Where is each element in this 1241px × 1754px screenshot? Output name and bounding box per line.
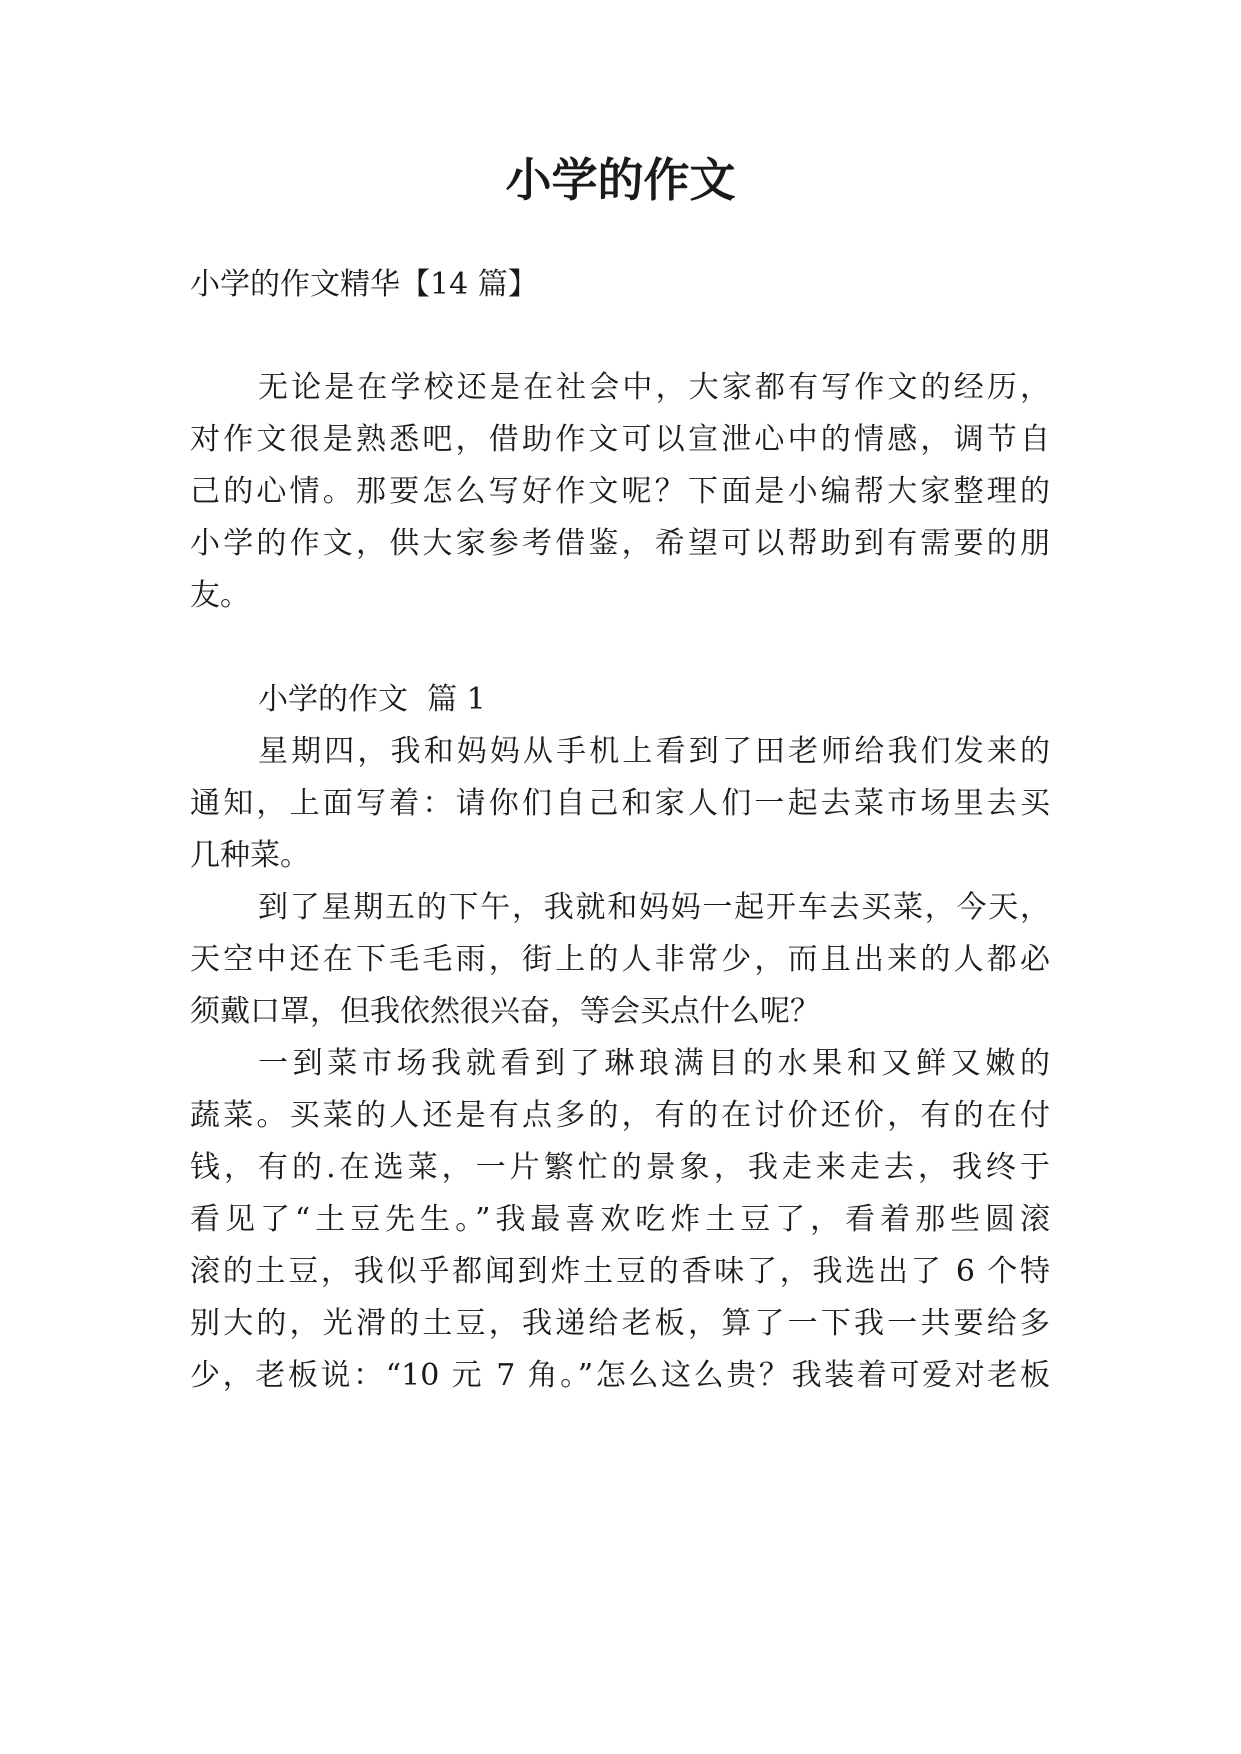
paragraph-line: 看见了“土豆先生。”我最喜欢吃炸土豆了，看着那些圆滚: [190, 1202, 1050, 1237]
intro-line: 小学的作文，供大家参考借鉴，希望可以帮助到有需要的朋: [190, 526, 1050, 561]
paragraph-line: 须戴口罩，但我依然很兴奋，等会买点什么呢？: [190, 994, 820, 1029]
document-title: 小学的作文: [505, 153, 736, 207]
paragraph-line: 少，老板说：“10 元 7 角。”怎么这么贵？我装着可爱对老板: [190, 1358, 1050, 1393]
paragraph-line: 钱，有的.在选菜，一片繁忙的景象，我走来走去，我终于: [190, 1150, 1050, 1185]
paragraph-line: 别大的，光滑的土豆，我递给老板，算了一下我一共要给多: [190, 1306, 1050, 1341]
intro-line: 对作文很是熟悉吧，借助作文可以宣泄心中的情感，调节自: [190, 422, 1050, 457]
paragraph-line: 天空中还在下毛毛雨，街上的人非常少，而且出来的人都必: [190, 942, 1050, 977]
paragraph-line: 星期四，我和妈妈从手机上看到了田老师给我们发来的: [258, 734, 1050, 769]
paragraph-line: 通知，上面写着：请你们自己和家人们一起去菜市场里去买: [190, 786, 1050, 821]
intro-line: 己的心情。那要怎么写好作文呢？下面是小编帮大家整理的: [190, 474, 1050, 509]
paragraph-line: 一到菜市场我就看到了琳琅满目的水果和又鲜又嫩的: [258, 1046, 1050, 1081]
document-subtitle: 小学的作文精华【14 篇】: [190, 267, 538, 302]
section-heading: 小学的作文 篇 1: [258, 682, 486, 717]
paragraph-line: 到了星期五的下午，我就和妈妈一起开车去买菜，今天，: [258, 890, 1050, 925]
paragraph-line: 几种菜。: [190, 838, 310, 873]
intro-line: 友。: [190, 578, 250, 613]
paragraph-line: 蔬菜。买菜的人还是有点多的，有的在讨价还价，有的在付: [190, 1098, 1050, 1133]
paragraph-line: 滚的土豆，我似乎都闻到炸土豆的香味了，我选出了 6 个特: [190, 1254, 1050, 1289]
intro-line: 无论是在学校还是在社会中，大家都有写作文的经历，: [258, 370, 1050, 405]
